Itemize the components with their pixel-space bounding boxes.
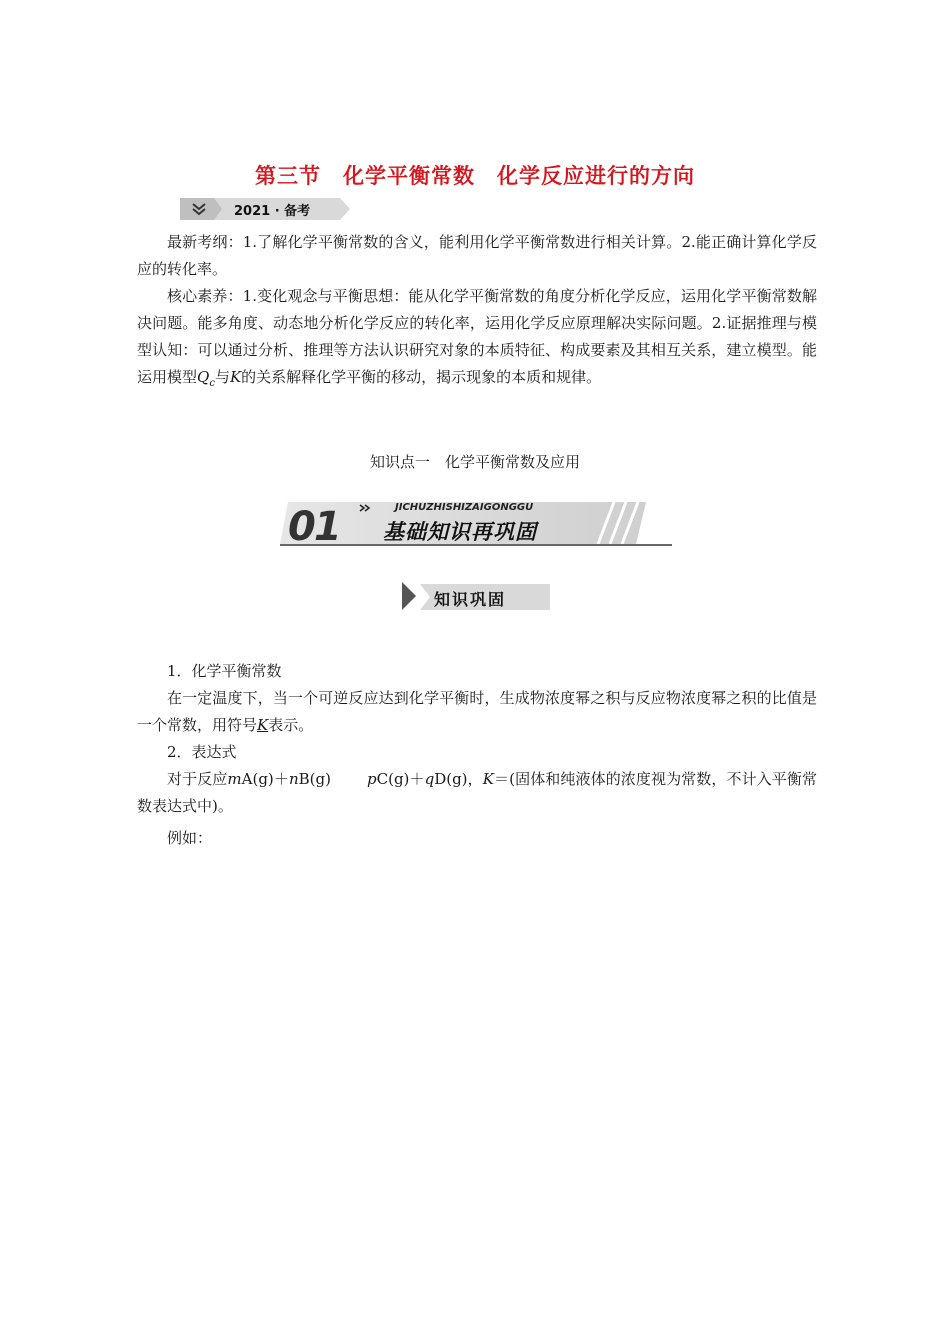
page-title: 第三节 化学平衡常数 化学反应进行的方向: [255, 164, 695, 188]
year-badge: [180, 198, 350, 220]
section-banner: [280, 498, 672, 550]
banner-pinyin: JICHUZHISHIZAIGONGGU: [395, 502, 534, 513]
knowledge-tag: [402, 582, 552, 612]
intro-block: [137, 229, 817, 397]
symbol-k: K: [257, 716, 269, 734]
section-heading: 知识点一 化学平衡常数及应用: [369, 453, 580, 471]
heading-1: 1．化学平衡常数: [167, 662, 282, 680]
suyang-text: 核心素养：1.变化观念与平衡思想：能从化学平衡常数的角度分析化学反应，运用化学平衡常数解决问题。能多角度、动态地分析化学反应的转化率，运用化学反应原理解决实际问题。2.证据推理与模型认知：可以通过分析、推理等方法认识研究对象的本质特征、构成要素及其相互关系，建立模型。能运用模型$Q_c$与K的关系解释化学平衡的移动，揭示现象的本质和规律。: [137, 287, 817, 389]
heading-2: 2．表达式: [167, 743, 237, 761]
banner-title: 基础知识再巩固: [383, 520, 537, 544]
badge-label: 2021 · 备考: [234, 204, 311, 219]
tag-label: 知识巩固: [434, 590, 507, 609]
kaogang-text: 最新考纲：1.了解化学平衡常数的含义，能利用化学平衡常数进行相关计算。2.能正确计算化学反应的转化率。: [137, 233, 817, 278]
paragraph-2: 对于反应mA(g)＋nB(g) pC(g)＋qD(g)，K＝(固体和纯液体的浓度视为常数，不计入平衡常数表达式中)。: [137, 770, 817, 815]
paragraph-1: 在一定温度下，当一个可逆反应达到化学平衡时，生成物浓度幂之积与反应物浓度幂之积的比值是一个常数，用符号K表示。: [137, 689, 817, 734]
example-label: 例如：: [167, 829, 213, 847]
banner-number: 01: [288, 504, 340, 550]
